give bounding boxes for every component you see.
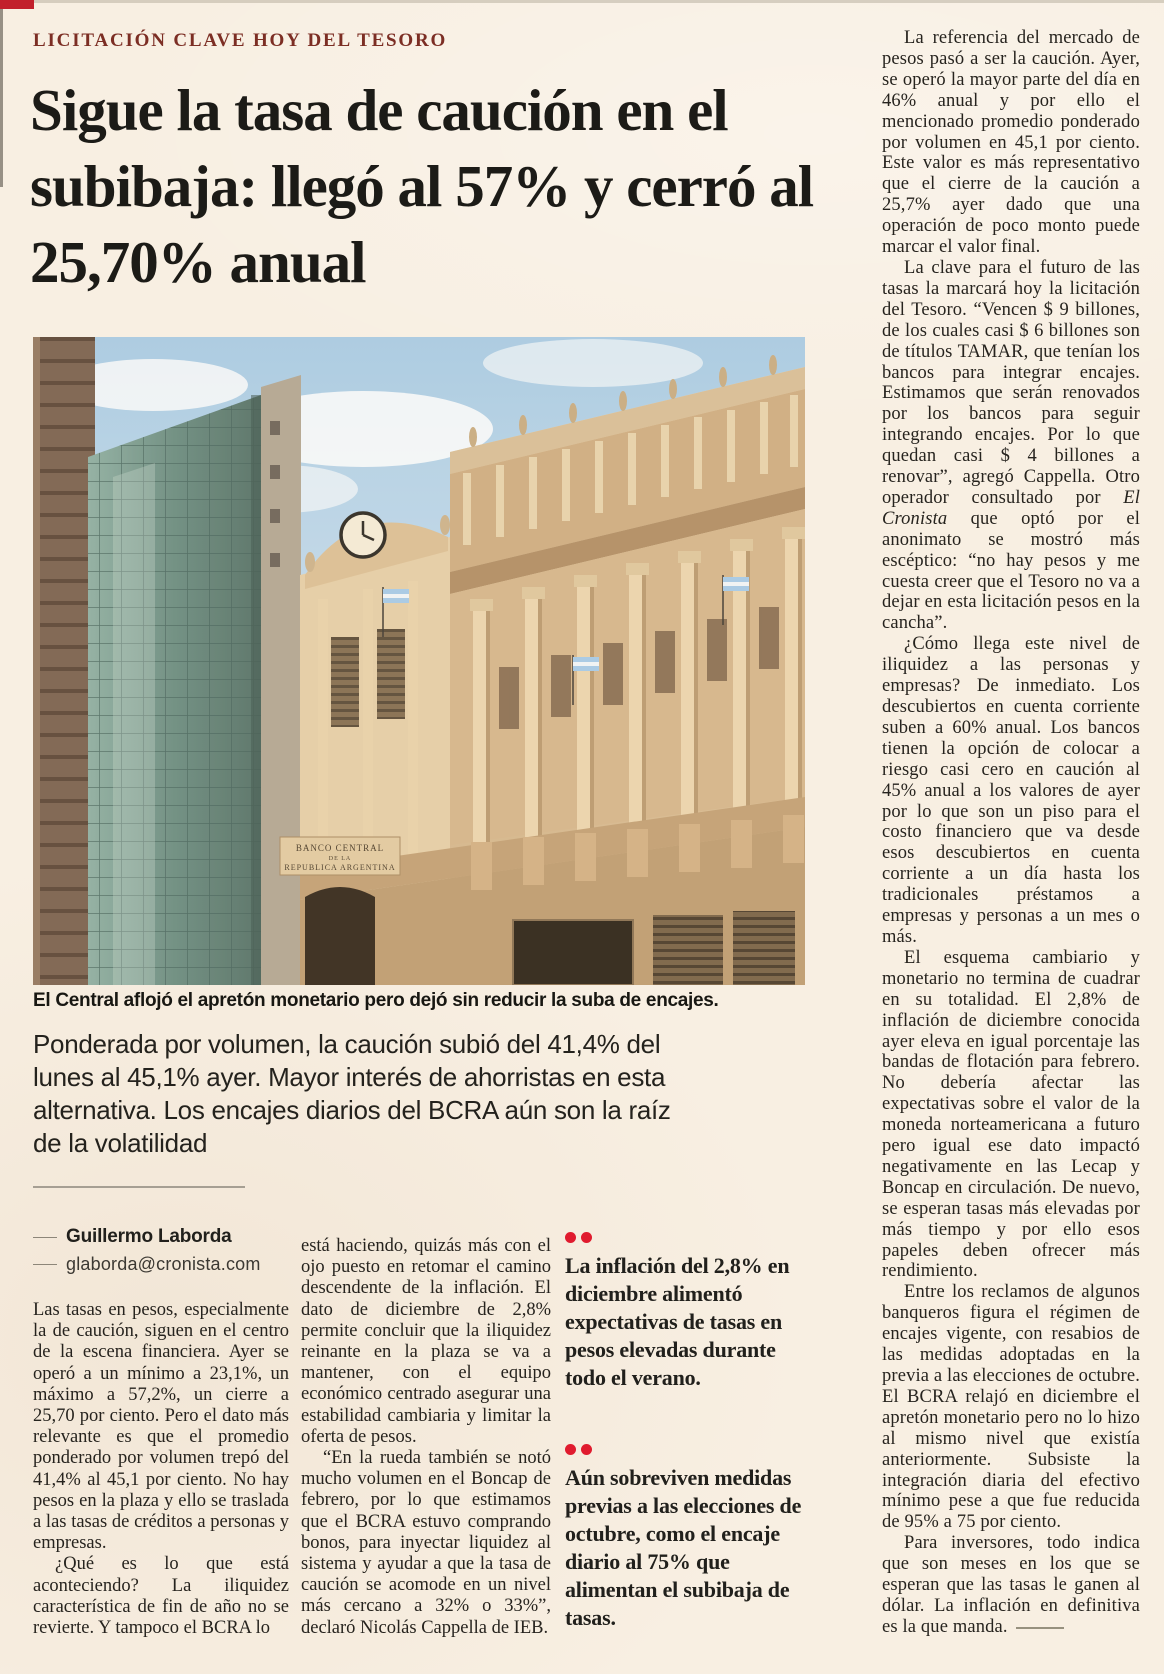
body-paragraph: El esquema cambiario y monetario no termina de cuadrar en su totalidad. El 2,8% de inflación de diciembre conocida ayer eleva en igual porcentaje las bandas de flotación para febrero. No debería afectar las expectativas sobre el valor de la moneda norteamericana a futuro pero igual ese dato impactó negativamente en las Lecap y Boncap en circulación. De nuevo, se esperan tasas más elevadas por más tiempo y por ello esos papeles deben ofrecer más rendimiento.	[882, 947, 1140, 1282]
headline: Sigue la tasa de caución en el subibaja: llegó al 57% y cerró al 25,70% anual	[30, 77, 814, 295]
body-column-left	[33, 1300, 289, 1674]
body-paragraph: La referencia del mercado de pesos pasó a ser la caución. Ayer, se operó la mayor parte del día en 46% anual y por ello el mencionado promedio ponderado por volumen en 45,1 por ciento. Este valor es más representativo que el cierre de la caución a 25,7% ayer dado que una operación de poco monto puede marcar el valor final.	[882, 28, 1140, 258]
inscription-line2: DE LA	[328, 856, 352, 862]
byline	[33, 1226, 261, 1281]
body-paragraph: ¿Qué es lo que está aconteciendo? La iliquidez característica de fin de año no se revierte. Y tampoco el BCRA lo	[33, 1554, 289, 1639]
pull-quote-text: Aún sobreviven medidas previas a las elecciones de octubre, como el encaje diario al 75% que alimentan el subibaja de tasas.	[565, 1465, 802, 1630]
scan-edge-line	[0, 0, 1164, 3]
body-paragraph	[882, 258, 1140, 634]
corner-red-mark	[0, 0, 34, 9]
bcra-building-photo	[33, 337, 805, 985]
text-run: La clave para el futuro de las tasas la marcará hoy la licitación del Tesoro. “Vencen $ 9 billones, de los cuales casi $ 6 billones son de títulos TAMAR, que tenían los bancos para integrar encajes. Estimamos que serán renovados por los bancos para seguir integrando encajes. Por lo que quedan casi $ 4 billones a renovar”, agregó Cappella. Otro operador consultado por	[882, 257, 1140, 508]
body-paragraph: Para inversores, todo indica que son meses en los que se esperan que las tasas le ganen al dólar. La inflación en definitiva es la que manda.	[882, 1533, 1140, 1637]
byline-dash-icon	[33, 1264, 57, 1265]
quote-dots-icon	[565, 1442, 813, 1454]
kicker: LICITACIÓN CLAVE HOY DEL TESORO	[33, 30, 448, 51]
body-paragraph: está haciendo, quizás más con el ojo puesto en retomar el camino descendente de la inflación. El dato de diciembre de 2,8% permite concluir que la iliquidez reinante en la plaza se va a mantener, con el equipo económico centrado asegurar una estabilidad cambiaria y limitar la oferta de pesos.	[301, 1236, 551, 1447]
body-paragraph: Entre los reclamos de algunos banqueros figura el régimen de encajes vigente, con resabios de las medidas adoptadas en la previa a las elecciones de octubre. El BCRA relajó en diciembre el apretón monetario pero no lo hizo al mismo nivel que existía anteriormente. Subsiste la integración diaria del efectivo mínimo pese a que fue reducida de 95% a 75 por ciento.	[882, 1282, 1140, 1533]
body-paragraph: “En la rueda también se notó mucho volumen en el Boncap de febrero, por lo que estimamos que el BCRA estuvo comprando bonos, para inyectar liquidez al sistema y ayudar a que la tasa de caución se acomode en un nivel más cercano a 32% o 33%”, declaró Nicolás Cappella de IEB.	[301, 1448, 551, 1638]
byline-rule	[33, 1186, 245, 1188]
italic-run: El Cronista	[882, 487, 1140, 529]
text-run: que optó por el anonimato se mostró más escéptico: “no hay pesos y me cuesta creer que el Tesoro no va a dejar en esta licitación pesos en la cancha”.	[882, 508, 1140, 634]
body-paragraph: ¿Cómo llega este nivel de iliquidez a las personas y empresas? De inmediato. Los descubiertos en cuenta corriente suben a 60% anual. Los bancos tienen la opción de colocar a riesgo casi cero en caución al 45% anual a los valores de ayer por lo que son un piso para el costo financiero que va desde esos descubiertos en cuenta corriente a un día hasta los tradicionales préstamos a empresas y personas a un mes o más.	[882, 634, 1140, 947]
pull-quote-text: La inflación del 2,8% en diciembre alimentó expectativas de tasas en pesos elevadas durante todo el verano.	[565, 1253, 790, 1390]
byline-author: Guillermo Laborda	[66, 1226, 232, 1247]
scan-left-edge	[0, 9, 3, 187]
bcra-building-illustration	[33, 337, 805, 985]
byline-dash-icon	[33, 1237, 57, 1238]
pull-quote-column	[565, 1230, 813, 1632]
pull-quote	[565, 1442, 813, 1632]
inscription-line1: BANCO CENTRAL	[295, 843, 385, 853]
inscription-line3: REPUBLICA ARGENTINA	[284, 863, 396, 872]
pull-quote	[565, 1230, 813, 1392]
article-end-mark	[1016, 1627, 1064, 1629]
lede: Ponderada por volumen, la caución subió del 41,4% del lunes al 45,1% ayer. Mayor interés de ahorristas en esta alternativa. Los encajes diarios del BCRA aún son la raíz de la volatilidad	[33, 1029, 671, 1158]
body-paragraph: Las tasas en pesos, especialmente la de caución, siguen en el centro de la escena financiera. Ayer se operó a un mínimo a 23,1%, un máximo a 57,2%, un cierre a 25,70 por ciento. Pero el dato más relevante es que el promedio ponderado por volumen trepó del 41,4% al 45,1 por ciento. No hay pesos en la plaza y ello se traslada a las tasas de créditos a personas y empresas.	[33, 1300, 289, 1554]
byline-email: glaborda@cronista.com	[66, 1254, 261, 1274]
body-column-right	[882, 28, 1140, 1668]
body-column-middle	[301, 1236, 551, 1674]
quote-dots-icon	[565, 1230, 813, 1242]
photo-caption: El Central aflojó el apretón monetario pero dejó sin reducir la suba de encajes.	[33, 990, 719, 1011]
warm-overlay	[33, 337, 805, 985]
